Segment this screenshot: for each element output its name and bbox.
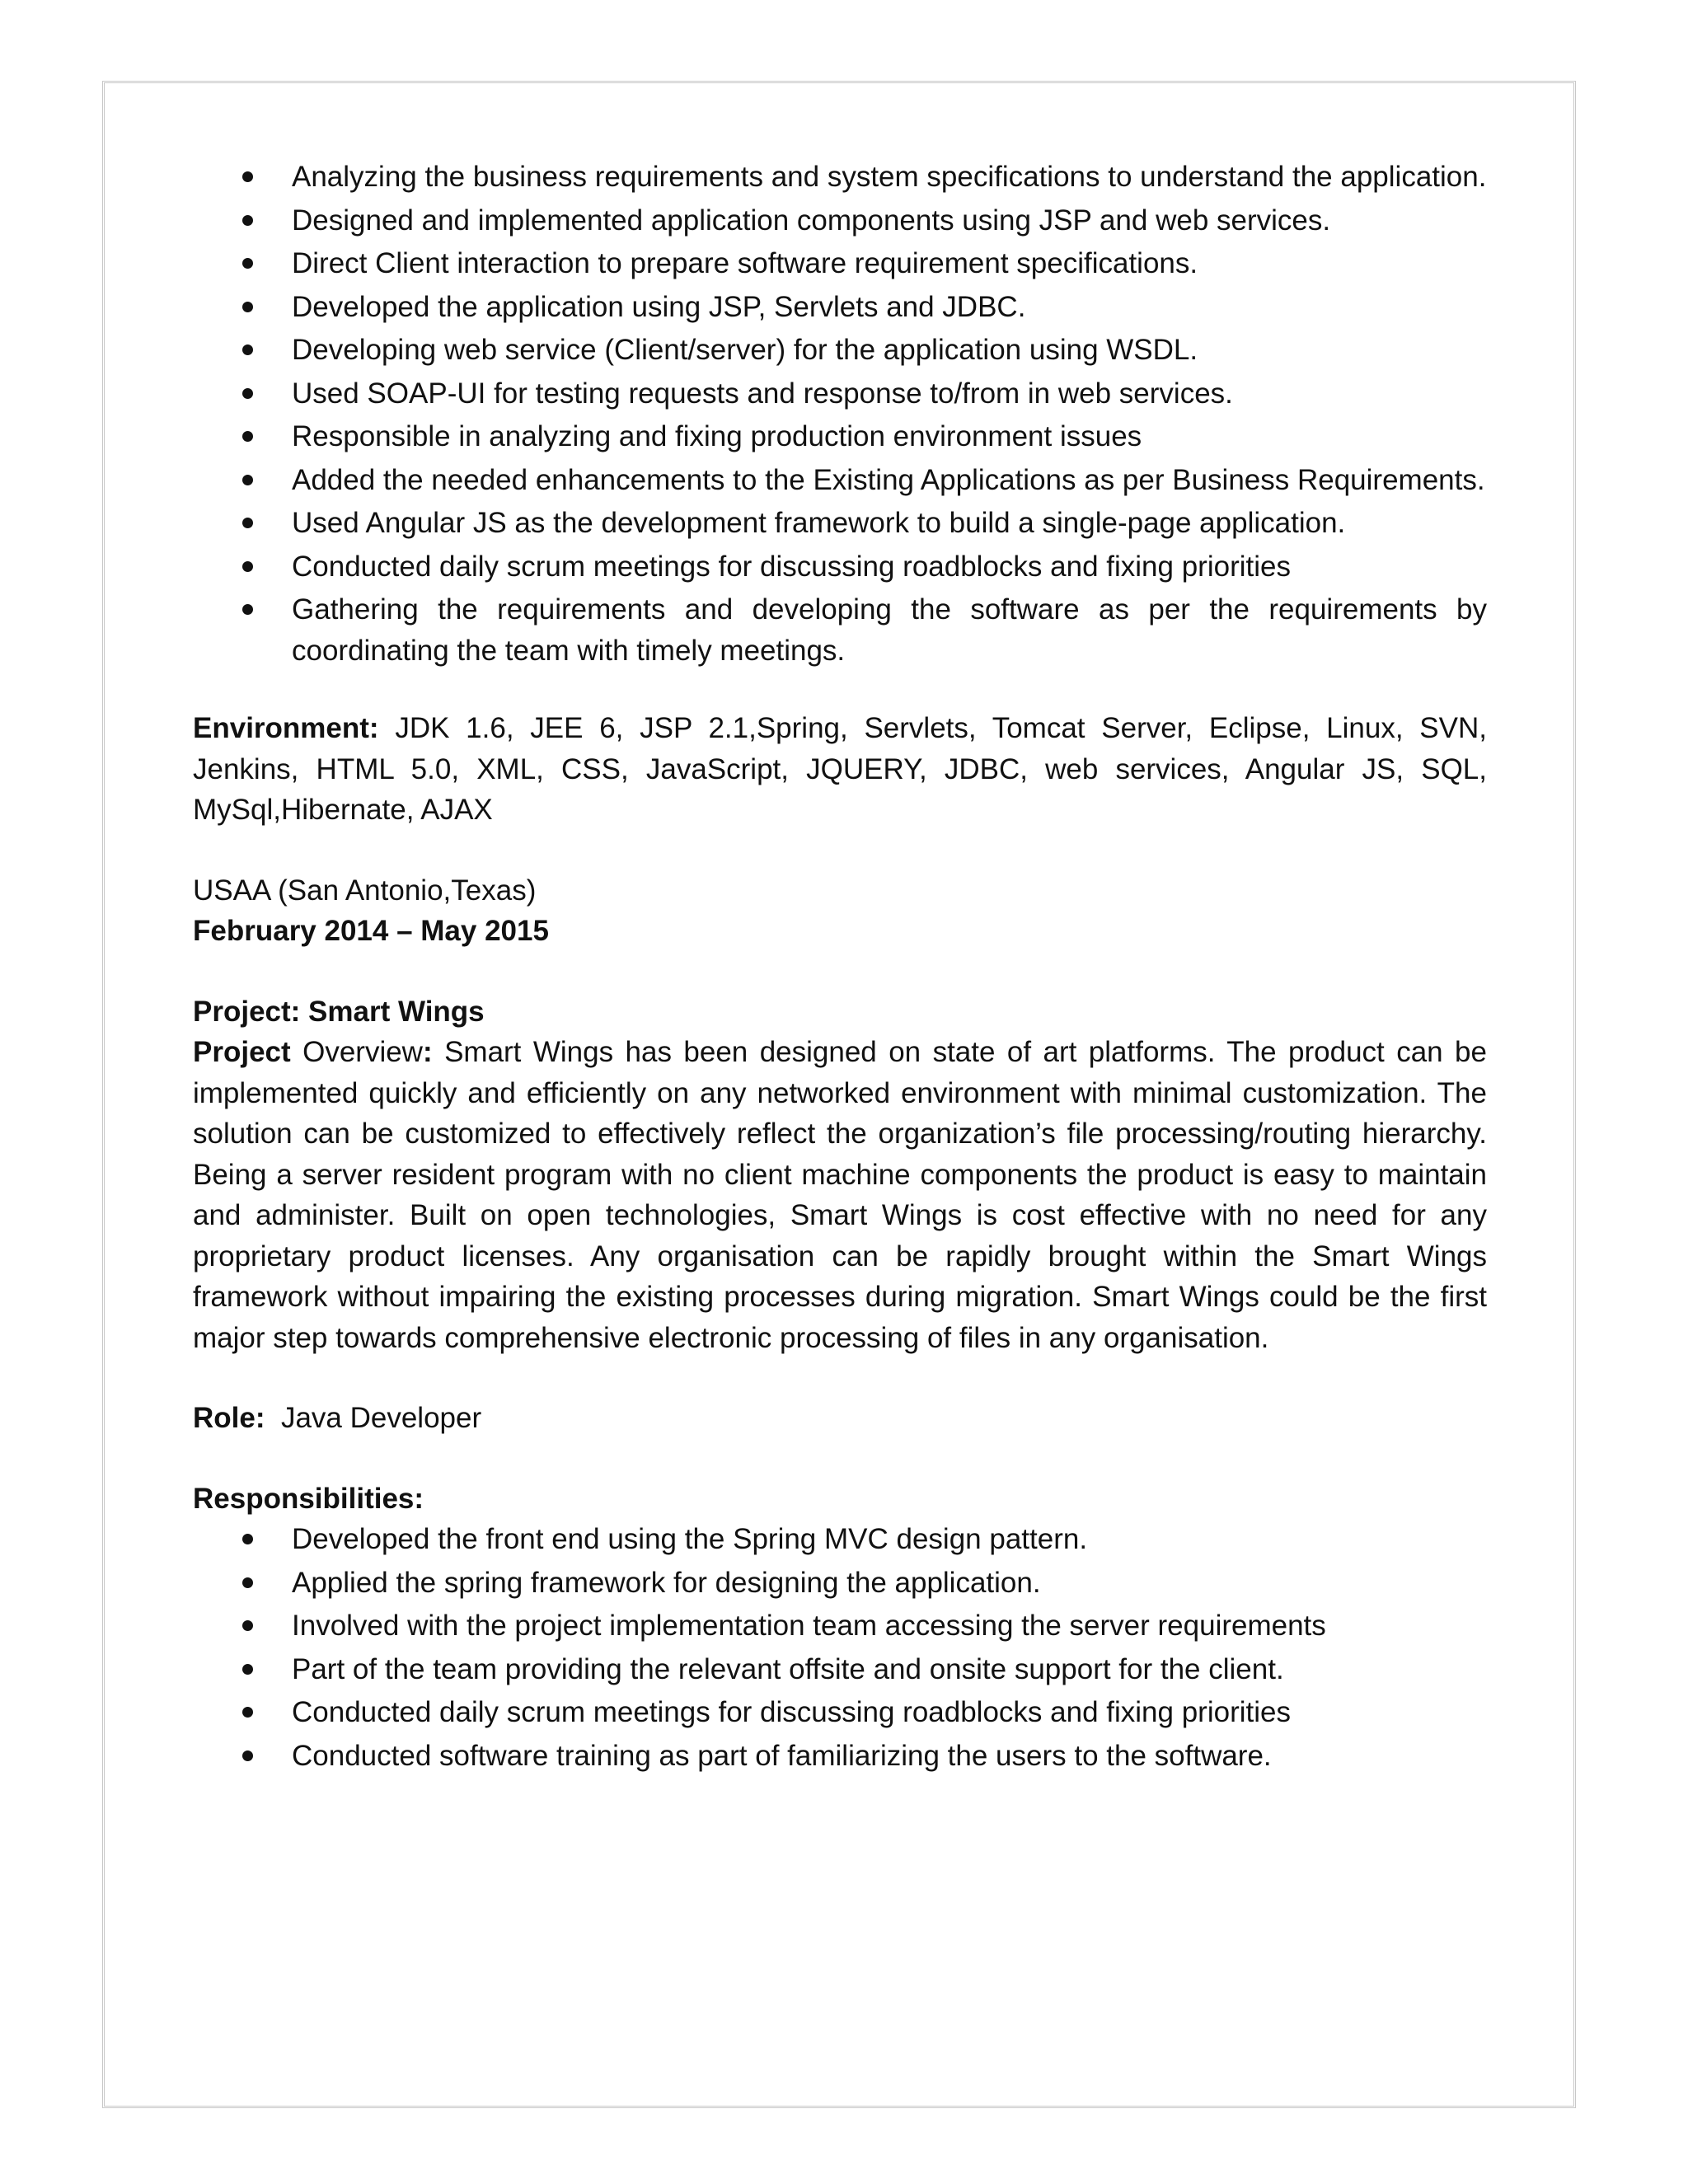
environment-text: JDK 1.6, JEE 6, JSP 2.1,Spring, Servlets, Tomcat Server, Eclipse, Linux, SVN, Jenkins, HTML 5.0, XML, CSS, JavaScript, JQUERY, JDBC, web services, Angular JS, SQL, MySql,Hibernate, AJAX — [193, 712, 1487, 826]
list-item: Direct Client interaction to prepare software requirement specifications. — [193, 243, 1487, 284]
employment-dates: February 2014 – May 2015 — [193, 915, 549, 947]
role-value: Java Developer — [265, 1402, 482, 1434]
list-item: Gathering the requirements and developing the software as per the requirements by coordinating the team with timely meetings. — [193, 589, 1487, 671]
list-item: Responsible in analyzing and fixing production environment issues — [193, 416, 1487, 457]
responsibilities-heading: Responsibilities: — [193, 1482, 424, 1515]
list-item: Conducted daily scrum meetings for discussing roadblocks and fixing priorities — [193, 1692, 1487, 1733]
overview-text: Smart Wings has been designed on state of art platforms. The product can be implemented quickly and efficiently on any networked environment with minimal customization. The solution can be customized to effectively reflect the organization’s file processing/routing hierarchy. Being a server resident program with no client machine components the product is easy to maintain and administer. Built on open technologies, Smart Wings is cost effective with no need for any proprietary product licenses. Any organisation can be rapidly brought within the Smart Wings framework without impairing the existing processes during migration. Smart Wings could be the first major step towards comprehensive electronic processing of files in any organisation. — [193, 1036, 1487, 1354]
list-item: Used Angular JS as the development framework to build a single-page application. — [193, 503, 1487, 544]
environment-paragraph — [193, 708, 1487, 831]
overview-colon: : — [422, 1036, 433, 1068]
list-item: Developing web service (Client/server) for the application using WSDL. — [193, 330, 1487, 371]
role-label: Role: — [193, 1402, 265, 1434]
list-item: Developed the application using JSP, Servlets and JDBC. — [193, 287, 1487, 328]
list-item: Used SOAP-UI for testing requests and response to/from in web services. — [193, 373, 1487, 415]
list-item: Part of the team providing the relevant offsite and onsite support for the client. — [193, 1649, 1487, 1690]
overview-label-bold: Project — [193, 1036, 291, 1068]
resume-content — [193, 157, 1487, 1779]
project-title: Project: Smart Wings — [193, 995, 485, 1028]
list-item: Developed the front end using the Spring MVC design pattern. — [193, 1519, 1487, 1560]
environment-label: Environment: — [193, 712, 379, 744]
list-item: Designed and implemented application components using JSP and web services. — [193, 200, 1487, 241]
employer: USAA (San Antonio,Texas) — [193, 874, 537, 907]
list-item: Applied the spring framework for designing the application. — [193, 1563, 1487, 1604]
overview-label-rest: Overview — [290, 1036, 423, 1068]
role — [193, 1398, 1487, 1439]
responsibilities-list-previous — [193, 157, 1487, 671]
list-item: Conducted software training as part of familiarizing the users to the software. — [193, 1736, 1487, 1777]
project-overview — [193, 1032, 1487, 1358]
responsibilities-list — [193, 1519, 1487, 1776]
list-item: Added the needed enhancements to the Existing Applications as per Business Requirements. — [193, 460, 1487, 501]
list-item: Analyzing the business requirements and system specifications to understand the application. — [193, 157, 1487, 198]
list-item: Involved with the project implementation team accessing the server requirements — [193, 1605, 1487, 1647]
list-item: Conducted daily scrum meetings for discussing roadblocks and fixing priorities — [193, 546, 1487, 588]
